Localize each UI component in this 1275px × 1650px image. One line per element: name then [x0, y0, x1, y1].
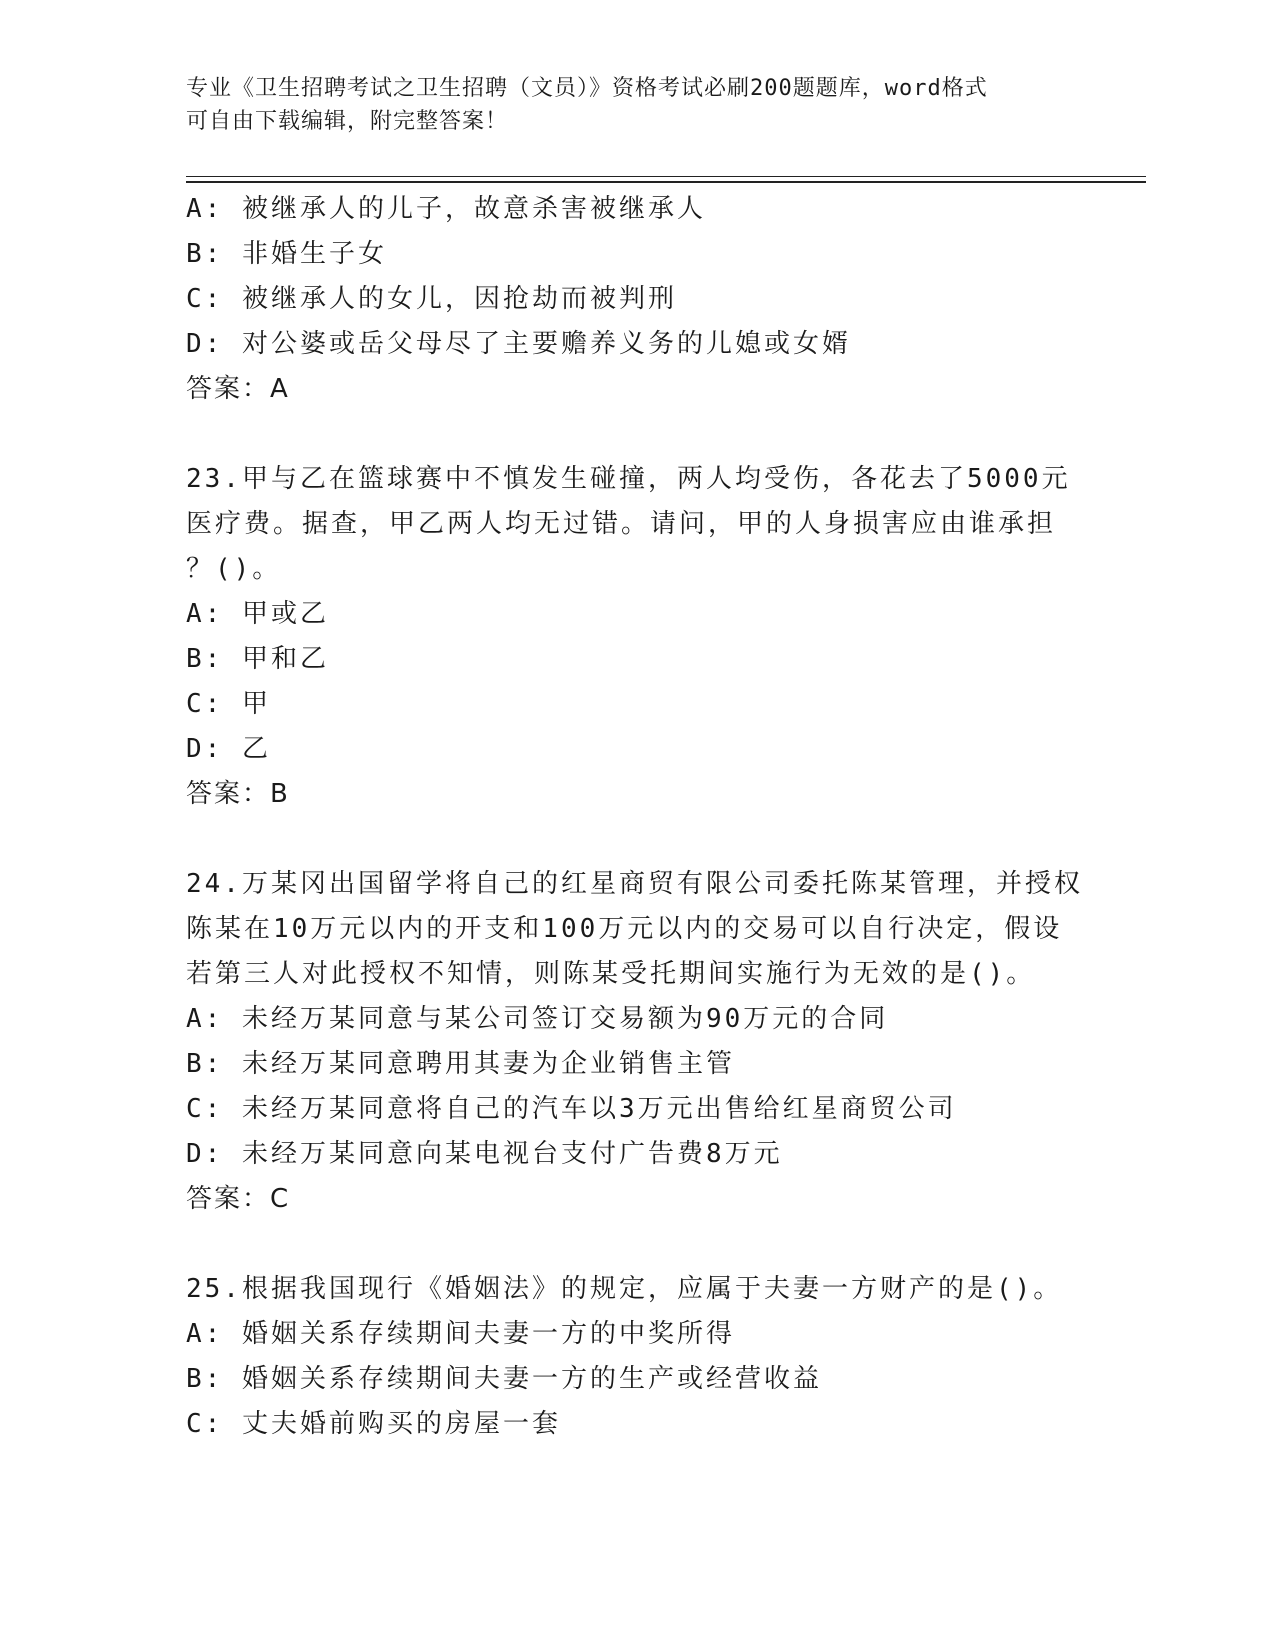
header-divider-thick	[186, 181, 1146, 183]
question-stem-line: 25.根据我国现行《婚姻法》的规定，应属于夫妻一方财产的是()。	[186, 1274, 1063, 1304]
question-stem-line: 24.万某冈出国留学将自己的红星商贸有限公司委托陈某管理，并授权	[186, 869, 1083, 899]
question-24	[186, 862, 1086, 1222]
question-23	[186, 457, 1086, 817]
option-b: B: 未经万某同意聘用其妻为企业销售主管	[186, 1049, 735, 1079]
option-a: A: 甲或乙	[186, 599, 329, 629]
answer: 答案：A	[186, 374, 290, 404]
answer: 答案：C	[186, 1184, 291, 1214]
question-spacer	[186, 817, 1086, 862]
question-spacer	[186, 412, 1086, 457]
answer: 答案：B	[186, 779, 290, 809]
question-25	[186, 1267, 1086, 1447]
question-stem-line: 陈某在10万元以内的开支和100万元以内的交易可以自行决定，假设	[186, 914, 1063, 944]
option-c: C: 未经万某同意将自己的汽车以3万元出售给红星商贸公司	[186, 1094, 957, 1124]
question-22	[186, 187, 1086, 412]
header-divider-thin	[186, 176, 1146, 177]
option-b: B: 婚姻关系存续期间夫妻一方的生产或经营收益	[186, 1364, 822, 1394]
option-c: C: 被继承人的女儿，因抢劫而被判刑	[186, 284, 677, 314]
option-a: A: 婚姻关系存续期间夫妻一方的中奖所得	[186, 1319, 735, 1349]
option-d: D: 对公婆或岳父母尽了主要赡养义务的儿媳或女婿	[186, 329, 851, 359]
option-b: B: 甲和乙	[186, 644, 329, 674]
question-stem-line: 23.甲与乙在篮球赛中不慎发生碰撞，两人均受伤，各花去了5000元	[186, 464, 1071, 494]
question-stem-line: 若第三人对此授权不知情，则陈某受托期间实施行为无效的是()。	[186, 959, 1036, 989]
option-c: C: 丈夫婚前购买的房屋一套	[186, 1409, 561, 1439]
option-d: D: 未经万某同意向某电视台支付广告费8万元	[186, 1139, 783, 1169]
option-c: C: 甲	[186, 689, 271, 719]
option-d: D: 乙	[186, 734, 271, 764]
question-stem-line: 医疗费。据查，甲乙两人均无过错。请问，甲的人身损害应由谁承担	[186, 509, 1057, 539]
question-stem-line: ？()。	[186, 554, 282, 584]
question-spacer	[186, 1222, 1086, 1267]
header-title-line2: 可自由下载编辑，附完整答案！	[186, 109, 509, 134]
header-title-line1: 专业《卫生招聘考试之卫生招聘（文员）》资格考试必刷200题题库，word格式	[186, 76, 988, 101]
question-list	[186, 187, 1086, 1447]
option-a: A: 被继承人的儿子，故意杀害被继承人	[186, 194, 706, 224]
option-a: A: 未经万某同意与某公司签订交易额为90万元的合同	[186, 1004, 889, 1034]
option-b: B: 非婚生子女	[186, 239, 387, 269]
document-header	[186, 72, 1086, 138]
